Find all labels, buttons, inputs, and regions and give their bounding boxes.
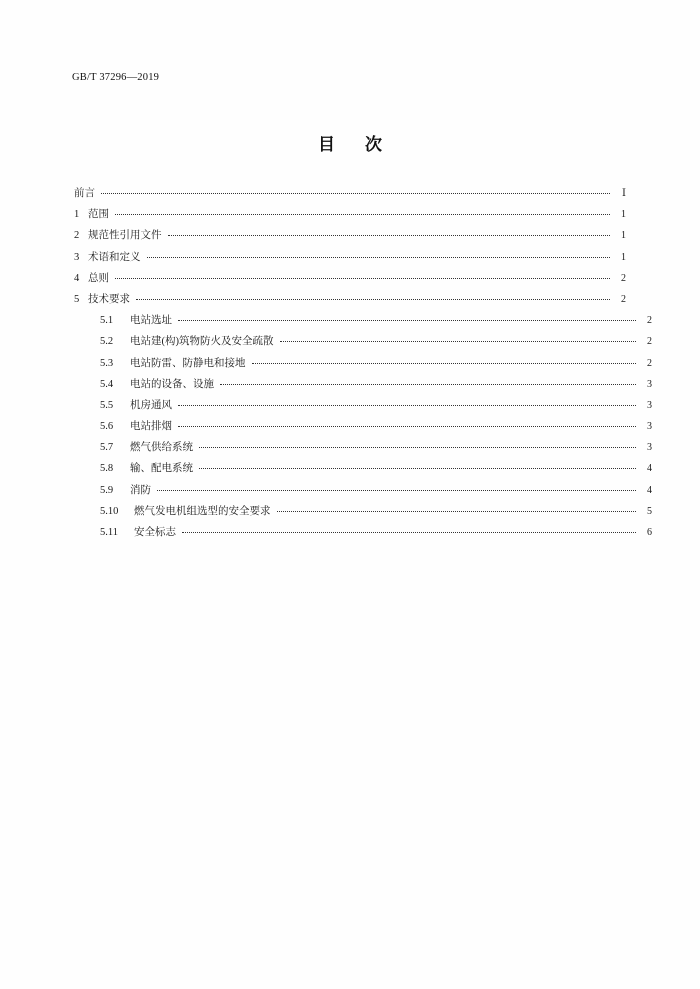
toc-entry[interactable]: [74, 228, 626, 249]
toc-entry[interactable]: [74, 356, 652, 377]
toc-entry[interactable]: [74, 461, 652, 482]
toc-entry-label: 电站选址: [130, 315, 172, 327]
toc-entry-number: 1: [74, 209, 80, 221]
toc-entry[interactable]: [74, 334, 652, 355]
toc-entry[interactable]: [74, 186, 626, 207]
toc-entry-label: 机房通风: [130, 399, 172, 411]
toc-entry-page: 3: [647, 378, 652, 390]
toc-entry-label: 技术要求: [88, 293, 130, 305]
toc-leader-dots: [220, 377, 636, 387]
toc-entry[interactable]: [74, 483, 652, 504]
toc-leader-dots: [157, 483, 636, 493]
toc-entry-label: 安全标志: [134, 527, 176, 538]
toc-entry-label: 燃气供给系统: [130, 442, 193, 454]
toc-entry-label: 前言: [74, 188, 95, 199]
toc-entry[interactable]: [74, 377, 652, 398]
toc-leader-dots: [252, 356, 637, 366]
toc-entry-label: 范围: [88, 209, 109, 221]
toc-entry-label: 总则: [88, 272, 109, 284]
toc-entry[interactable]: [74, 292, 626, 313]
toc-leader-dots: [199, 440, 636, 450]
toc-entry[interactable]: [74, 419, 652, 440]
toc-leader-dots: [168, 228, 611, 238]
toc-entry-label: 输、配电系统: [130, 463, 193, 475]
toc-entry-page: 1: [621, 251, 626, 263]
toc-leader-dots: [199, 461, 636, 471]
toc-entry[interactable]: [74, 398, 652, 419]
toc-entry-number: 5.10: [100, 505, 119, 517]
toc-entry[interactable]: [74, 207, 626, 228]
toc-entry-label: 电站的设备、设施: [130, 378, 214, 390]
toc-entry-number: 3: [74, 251, 80, 263]
toc-entry-number: 2: [74, 230, 80, 242]
page-title: 目 次: [318, 135, 394, 155]
toc-entry-label: 规范性引用文件: [88, 230, 162, 242]
toc-entry-number: 5.5: [100, 399, 114, 411]
table-of-contents: [74, 186, 652, 546]
toc-entry-page: 4: [647, 484, 652, 496]
toc-entry-page: 5: [647, 505, 652, 517]
toc-entry-page: Ⅰ: [622, 188, 626, 199]
toc-entry-page: 2: [621, 272, 626, 284]
toc-entry[interactable]: [74, 440, 652, 461]
toc-leader-dots: [115, 271, 610, 281]
toc-entry-number: 5.1: [100, 315, 114, 327]
toc-entry-page: 4: [647, 463, 652, 475]
toc-entry-label: 术语和定义: [88, 251, 141, 263]
toc-entry-page: 3: [647, 442, 652, 454]
toc-entry[interactable]: [74, 250, 626, 271]
toc-entry-page: 2: [647, 357, 652, 369]
toc-leader-dots: [277, 504, 637, 514]
standard-code-header: GB/T 37296—2019: [72, 72, 160, 83]
toc-entry[interactable]: [74, 525, 652, 546]
toc-entry-number: 5.6: [100, 421, 114, 433]
toc-entry-number: 4: [74, 272, 80, 284]
toc-leader-dots: [182, 525, 636, 535]
toc-entry-number: 5: [74, 293, 80, 305]
toc-leader-dots: [101, 186, 610, 196]
toc-entry-page: 2: [621, 293, 626, 305]
toc-entry-page: 3: [647, 399, 652, 411]
toc-entry-number: 5.3: [100, 357, 114, 369]
toc-entry-number: 5.11: [100, 527, 118, 538]
toc-leader-dots: [147, 250, 611, 260]
toc-entry-label: 消防: [130, 484, 151, 496]
toc-leader-dots: [115, 207, 610, 217]
toc-entry-page: 6: [647, 527, 652, 538]
toc-leader-dots: [280, 334, 637, 344]
toc-entry-number: 5.2: [100, 336, 114, 348]
toc-leader-dots: [178, 419, 636, 429]
toc-entry-number: 5.8: [100, 463, 114, 475]
toc-entry-page: 1: [621, 230, 626, 242]
toc-entry[interactable]: [74, 313, 652, 334]
toc-entry-number: 5.9: [100, 484, 114, 496]
toc-entry-page: 1: [621, 209, 626, 221]
toc-entry-label: 电站排烟: [130, 421, 172, 433]
toc-entry-label: 电站防雷、防静电和接地: [130, 357, 246, 369]
toc-entry-number: 5.4: [100, 378, 114, 390]
toc-entry-page: 3: [647, 421, 652, 433]
toc-leader-dots: [136, 292, 610, 302]
toc-leader-dots: [178, 313, 636, 323]
toc-entry-page: 2: [647, 336, 652, 348]
toc-entry-label: 燃气发电机组选型的安全要求: [134, 505, 271, 517]
toc-entry[interactable]: [74, 271, 626, 292]
toc-entry-page: 2: [647, 315, 652, 327]
toc-entry-number: 5.7: [100, 442, 114, 454]
toc-entry[interactable]: [74, 504, 652, 525]
toc-entry-label: 电站建(构)筑物防火及安全疏散: [130, 336, 274, 348]
toc-leader-dots: [178, 398, 636, 408]
